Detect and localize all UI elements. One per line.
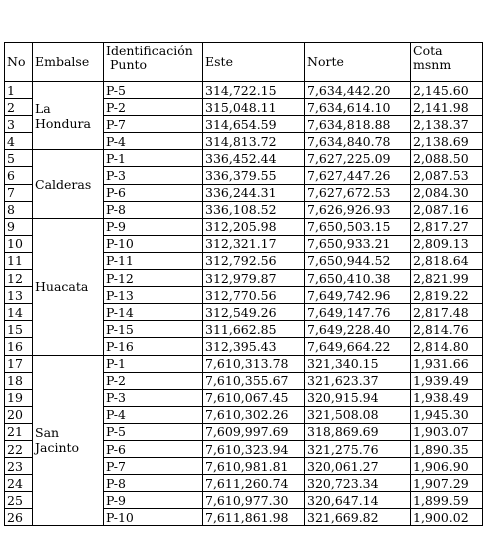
norte-cell: 321,508.08 <box>305 406 411 423</box>
punto-cell: P-6 <box>104 440 203 457</box>
header-identificacion-line2: Punto <box>110 57 148 72</box>
este-cell: 7,610,981.81 <box>203 458 305 475</box>
row-number-cell: 10 <box>5 235 33 252</box>
table-row <box>5 355 483 372</box>
cota-cell: 1,931.66 <box>411 355 483 372</box>
este-cell: 315,048.11 <box>203 99 305 116</box>
row-number-cell: 25 <box>5 492 33 509</box>
norte-cell: 318,869.69 <box>305 423 411 440</box>
norte-cell: 7,650,503.15 <box>305 218 411 235</box>
table-body <box>5 82 483 526</box>
norte-cell: 7,649,664.22 <box>305 338 411 355</box>
cota-cell: 2,084.30 <box>411 184 483 201</box>
norte-cell: 321,669.82 <box>305 509 411 526</box>
punto-cell: P-8 <box>104 475 203 492</box>
row-number-cell: 13 <box>5 287 33 304</box>
punto-cell: P-7 <box>104 458 203 475</box>
header-cota <box>411 43 483 82</box>
row-number-cell: 22 <box>5 440 33 457</box>
punto-cell: P-16 <box>104 338 203 355</box>
norte-cell: 320,915.94 <box>305 389 411 406</box>
este-cell: 336,452.44 <box>203 150 305 167</box>
cota-cell: 2,087.16 <box>411 201 483 218</box>
punto-cell: P-1 <box>104 355 203 372</box>
row-number-cell: 9 <box>5 218 33 235</box>
este-cell: 7,610,355.67 <box>203 372 305 389</box>
punto-cell: P-13 <box>104 287 203 304</box>
row-number-cell: 2 <box>5 99 33 116</box>
row-number-cell: 18 <box>5 372 33 389</box>
este-cell: 312,792.56 <box>203 252 305 269</box>
header-cota-line2: msnm <box>413 57 452 72</box>
row-number-cell: 17 <box>5 355 33 372</box>
row-number-cell: 24 <box>5 475 33 492</box>
cota-cell: 2,817.48 <box>411 304 483 321</box>
punto-cell: P-1 <box>104 150 203 167</box>
coordinates-table <box>4 42 483 526</box>
row-number-cell: 14 <box>5 304 33 321</box>
este-cell: 7,610,067.45 <box>203 389 305 406</box>
cota-cell: 2,088.50 <box>411 150 483 167</box>
este-cell: 312,321.17 <box>203 235 305 252</box>
cota-cell: 2,138.69 <box>411 133 483 150</box>
este-cell: 312,205.98 <box>203 218 305 235</box>
punto-cell: P-2 <box>104 99 203 116</box>
cota-cell: 1,945.30 <box>411 406 483 423</box>
punto-cell: P-5 <box>104 82 203 99</box>
embalse-cell: Huacata <box>33 218 104 355</box>
cota-cell: 1,903.07 <box>411 423 483 440</box>
header-no: No <box>5 43 33 82</box>
este-cell: 336,379.55 <box>203 167 305 184</box>
norte-cell: 321,275.76 <box>305 440 411 457</box>
este-cell: 314,654.59 <box>203 116 305 133</box>
norte-cell: 7,649,228.40 <box>305 321 411 338</box>
header-identificacion-line1: Identificación <box>106 43 193 58</box>
punto-cell: P-8 <box>104 201 203 218</box>
este-cell: 312,979.87 <box>203 270 305 287</box>
row-number-cell: 21 <box>5 423 33 440</box>
cota-cell: 1,890.35 <box>411 440 483 457</box>
punto-cell: P-15 <box>104 321 203 338</box>
row-number-cell: 23 <box>5 458 33 475</box>
row-number-cell: 3 <box>5 116 33 133</box>
punto-cell: P-9 <box>104 492 203 509</box>
header-embalse: Embalse <box>33 43 104 82</box>
norte-cell: 320,061.27 <box>305 458 411 475</box>
norte-cell: 7,650,410.38 <box>305 270 411 287</box>
este-cell: 312,549.26 <box>203 304 305 321</box>
punto-cell: P-10 <box>104 235 203 252</box>
cota-cell: 2,814.76 <box>411 321 483 338</box>
punto-cell: P-12 <box>104 270 203 287</box>
este-cell: 314,722.15 <box>203 82 305 99</box>
row-number-cell: 26 <box>5 509 33 526</box>
row-number-cell: 6 <box>5 167 33 184</box>
row-number-cell: 20 <box>5 406 33 423</box>
row-number-cell: 11 <box>5 252 33 269</box>
punto-cell: P-9 <box>104 218 203 235</box>
row-number-cell: 4 <box>5 133 33 150</box>
este-cell: 7,610,302.26 <box>203 406 305 423</box>
row-number-cell: 1 <box>5 82 33 99</box>
este-cell: 7,610,323.94 <box>203 440 305 457</box>
row-number-cell: 7 <box>5 184 33 201</box>
cota-cell: 2,087.53 <box>411 167 483 184</box>
este-cell: 7,610,313.78 <box>203 355 305 372</box>
embalse-cell: Calderas <box>33 150 104 218</box>
norte-cell: 7,649,742.96 <box>305 287 411 304</box>
norte-cell: 321,340.15 <box>305 355 411 372</box>
cota-cell: 1,938.49 <box>411 389 483 406</box>
norte-cell: 7,634,818.88 <box>305 116 411 133</box>
header-norte: Norte <box>305 43 411 82</box>
este-cell: 312,395.43 <box>203 338 305 355</box>
norte-cell: 7,649,147.76 <box>305 304 411 321</box>
este-cell: 7,611,861.98 <box>203 509 305 526</box>
embalse-cell: San Jacinto <box>33 355 104 526</box>
punto-cell: P-14 <box>104 304 203 321</box>
cota-cell: 2,818.64 <box>411 252 483 269</box>
este-cell: 311,662.85 <box>203 321 305 338</box>
este-cell: 7,609,997.69 <box>203 423 305 440</box>
norte-cell: 7,634,442.20 <box>305 82 411 99</box>
cota-cell: 1,907.29 <box>411 475 483 492</box>
norte-cell: 7,650,944.52 <box>305 252 411 269</box>
row-number-cell: 19 <box>5 389 33 406</box>
este-cell: 336,108.52 <box>203 201 305 218</box>
header-cota-line1: Cota <box>413 43 443 58</box>
cota-cell: 2,819.22 <box>411 287 483 304</box>
norte-cell: 7,627,672.53 <box>305 184 411 201</box>
row-number-cell: 16 <box>5 338 33 355</box>
cota-cell: 1,899.59 <box>411 492 483 509</box>
punto-cell: P-5 <box>104 423 203 440</box>
norte-cell: 7,627,225.09 <box>305 150 411 167</box>
norte-cell: 7,627,447.26 <box>305 167 411 184</box>
norte-cell: 320,723.34 <box>305 475 411 492</box>
punto-cell: P-7 <box>104 116 203 133</box>
header-identificacion <box>104 43 203 82</box>
norte-cell: 7,650,933.21 <box>305 235 411 252</box>
header-este: Este <box>203 43 305 82</box>
table-row <box>5 150 483 167</box>
embalse-cell: La Hondura <box>33 82 104 150</box>
cota-cell: 2,821.99 <box>411 270 483 287</box>
punto-cell: P-6 <box>104 184 203 201</box>
norte-cell: 7,634,614.10 <box>305 99 411 116</box>
cota-cell: 2,138.37 <box>411 116 483 133</box>
row-number-cell: 8 <box>5 201 33 218</box>
punto-cell: P-3 <box>104 167 203 184</box>
este-cell: 7,611,260.74 <box>203 475 305 492</box>
norte-cell: 321,623.37 <box>305 372 411 389</box>
cota-cell: 1,939.49 <box>411 372 483 389</box>
este-cell: 312,770.56 <box>203 287 305 304</box>
row-number-cell: 5 <box>5 150 33 167</box>
cota-cell: 2,814.80 <box>411 338 483 355</box>
row-number-cell: 12 <box>5 270 33 287</box>
cota-cell: 1,900.02 <box>411 509 483 526</box>
cota-cell: 2,809.13 <box>411 235 483 252</box>
punto-cell: P-10 <box>104 509 203 526</box>
table-row <box>5 218 483 235</box>
punto-cell: P-11 <box>104 252 203 269</box>
cota-cell: 2,817.27 <box>411 218 483 235</box>
cota-cell: 1,906.90 <box>411 458 483 475</box>
punto-cell: P-3 <box>104 389 203 406</box>
cota-cell: 2,141.98 <box>411 99 483 116</box>
norte-cell: 320,647.14 <box>305 492 411 509</box>
table-row <box>5 82 483 99</box>
punto-cell: P-2 <box>104 372 203 389</box>
punto-cell: P-4 <box>104 406 203 423</box>
norte-cell: 7,626,926.93 <box>305 201 411 218</box>
row-number-cell: 15 <box>5 321 33 338</box>
punto-cell: P-4 <box>104 133 203 150</box>
este-cell: 7,610,977.30 <box>203 492 305 509</box>
header-row <box>5 43 483 82</box>
este-cell: 336,244.31 <box>203 184 305 201</box>
este-cell: 314,813.72 <box>203 133 305 150</box>
cota-cell: 2,145.60 <box>411 82 483 99</box>
norte-cell: 7,634,840.78 <box>305 133 411 150</box>
